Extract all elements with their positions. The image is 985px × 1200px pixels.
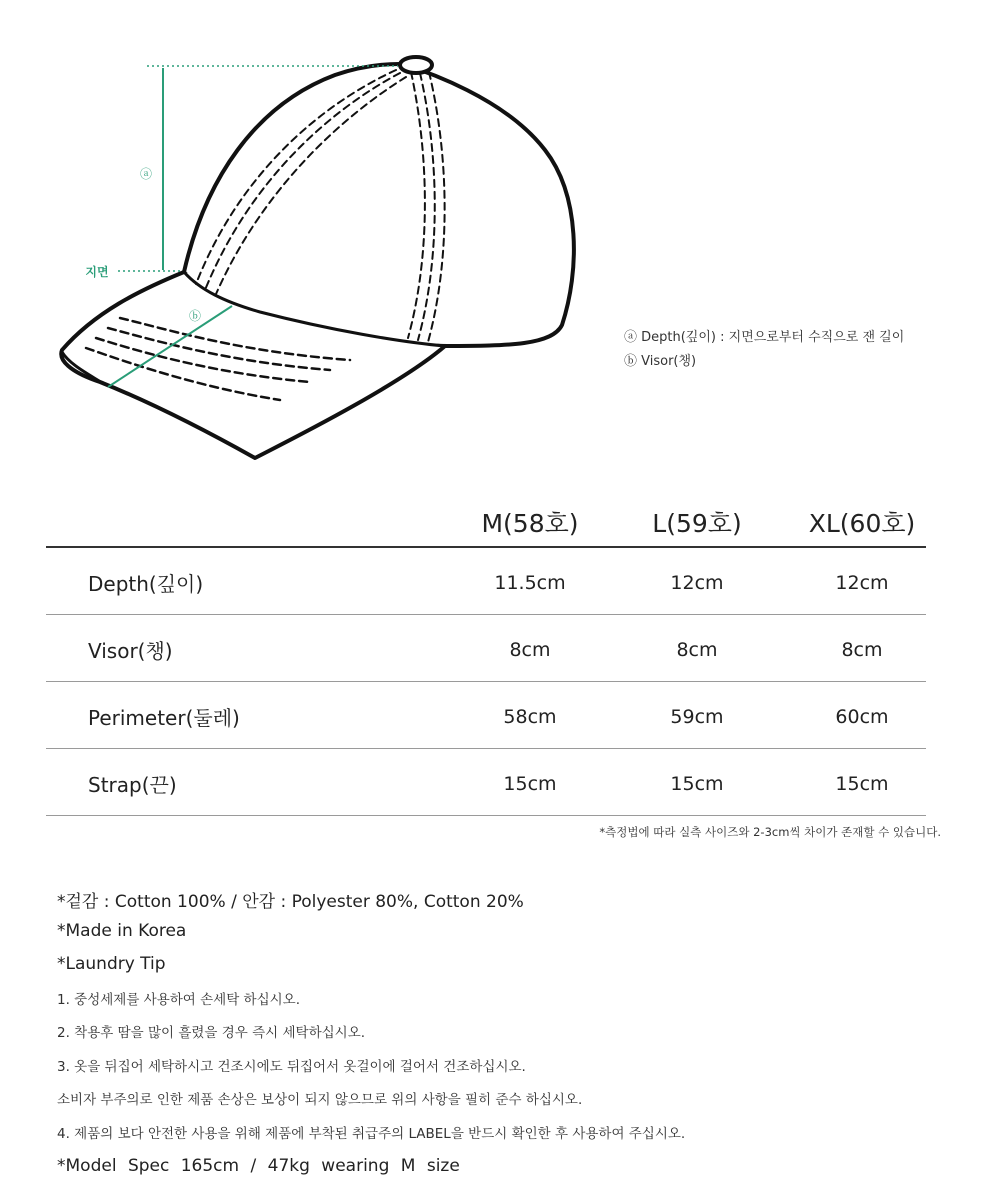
cell-value: 15cm [835, 773, 889, 795]
cell-value: 11.5cm [494, 572, 566, 594]
header-size-m: M(58호) [481, 509, 579, 538]
origin-info: *Made in Korea [57, 921, 187, 941]
laundry-tip: 2. 착용후 땀을 많이 흘렸을 경우 즉시 세탁하십시오. [57, 1025, 366, 1041]
row-label: Perimeter(둘레) [88, 706, 240, 730]
table-row [46, 615, 926, 682]
cap-diagram [0, 0, 985, 470]
cell-value: 8cm [509, 639, 551, 661]
laundry-tip: 1. 중성세제를 사용하여 손세탁 하십시오. [57, 992, 300, 1008]
cell-value: 15cm [503, 773, 557, 795]
ground-label: 지면 [85, 265, 109, 279]
row-label: Depth(깊이) [88, 572, 204, 596]
model-spec: *Model Spec 165cm / 47kg wearing M size [57, 1156, 460, 1176]
legend-visor: ⓑ Visor(챙) [624, 354, 697, 369]
table-row [46, 682, 926, 749]
baseball-cap-outline-icon [61, 57, 574, 458]
depth-measure-guide [118, 66, 398, 271]
size-table-note: *측정법에 따라 실측 사이즈와 2-3cm씩 차이가 존재할 수 있습니다. [599, 825, 941, 839]
row-label: Strap(끈) [88, 773, 177, 797]
cell-value: 15cm [670, 773, 724, 795]
laundry-tip: 3. 옷을 뒤집어 세탁하시고 건조시에도 뒤집어서 옷걸이에 걸어서 건조하십시오. [57, 1059, 526, 1075]
cell-value: 8cm [841, 639, 883, 661]
material-info: *겉감 : Cotton 100% / 안감 : Polyester 80%, Cotton 20% [57, 892, 524, 912]
cell-value: 59cm [670, 706, 724, 728]
table-row [46, 749, 926, 816]
cell-value: 8cm [676, 639, 718, 661]
header-size-xl: XL(60호) [808, 509, 916, 538]
laundry-warning: 소비자 부주의로 인한 제품 손상은 보상이 되지 않으므로 위의 사항을 필히 준수 하십시오. [57, 1092, 583, 1108]
cell-value: 60cm [835, 706, 889, 728]
marker-b: ⓑ [188, 309, 202, 323]
cell-value: 58cm [503, 706, 557, 728]
table-row [46, 548, 926, 615]
cell-value: 12cm [670, 572, 724, 594]
marker-a: ⓐ [139, 167, 153, 181]
header-size-l: L(59호) [652, 509, 742, 538]
size-table-header [46, 490, 926, 548]
laundry-tip: 4. 제품의 보다 안전한 사용을 위해 제품에 부착된 취급주의 LABEL을 반드시 확인한 후 사용하여 주십시오. [57, 1126, 686, 1142]
row-label: Visor(챙) [88, 639, 173, 663]
legend-depth: ⓐ Depth(깊이) : 지면으로부터 수직으로 잰 길이 [624, 330, 905, 345]
cell-value: 12cm [835, 572, 889, 594]
size-table [46, 490, 926, 816]
laundry-title: *Laundry Tip [57, 954, 166, 974]
